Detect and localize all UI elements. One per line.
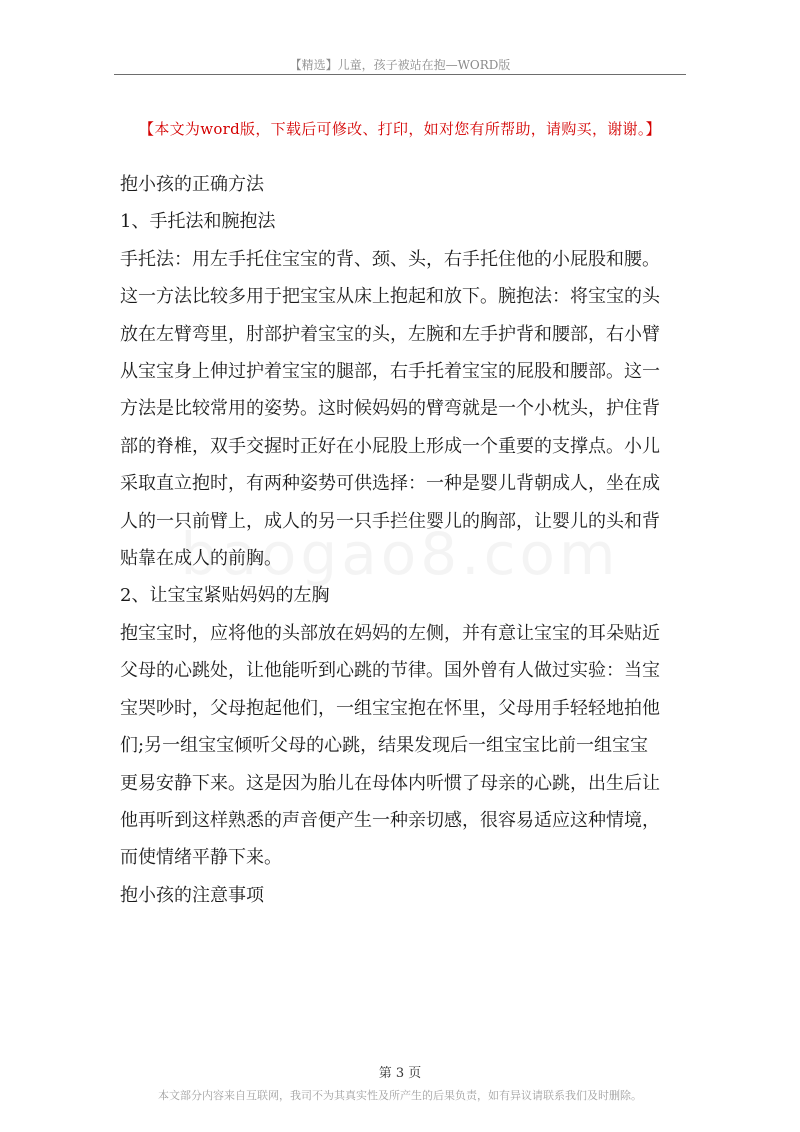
body-line: 父母的心跳处，让他能听到心跳的节律。国外曾有人做过实验：当宝: [120, 660, 660, 682]
body-line: 采取直立抱时，有两种姿势可供选择：一种是婴儿背朝成人，坐在成: [120, 473, 660, 495]
body-line: 部的脊椎，双手交握时正好在小屁股上形成一个重要的支撑点。小儿: [120, 435, 660, 457]
body-line: 而使情绪平静下来。: [120, 847, 282, 869]
header-divider: [114, 74, 686, 75]
body-line: 他再听到这样熟悉的声音便产生一种亲切感，很容易适应这种情境，: [120, 809, 660, 831]
download-notice: 【本文为word版，下载后可修改、打印，如对您有所帮助，请购买，谢谢。】: [139, 120, 661, 138]
footer-disclaimer: 本文部分内容来自互联网，我司不为其真实性及所产生的后果负责，如有异议请联系我们及时删除。: [158, 1089, 642, 1102]
body-line: 贴靠在成人的前胸。: [120, 548, 282, 570]
running-header: 【精选】儿童，孩子被站在抱—WORD版: [289, 58, 511, 72]
body-line: 更易安静下来。这是因为胎儿在母体内听惯了母亲的心跳，出生后让: [120, 772, 660, 794]
closing-heading: 抱小孩的注意事项: [120, 884, 264, 906]
page-number: 第 3 页: [378, 1066, 422, 1081]
section-heading-2: 2、让宝宝紧贴妈妈的左胸: [120, 585, 330, 607]
body-line: 方法是比较常用的姿势。这时候妈妈的臂弯就是一个小枕头，护住背: [120, 398, 660, 420]
body-line: 从宝宝身上伸过护着宝宝的腿部，右手托着宝宝的屁股和腰部。这一: [120, 361, 660, 383]
document-title: 抱小孩的正确方法: [120, 174, 264, 195]
body-line: 人的一只前臂上，成人的另一只手拦住婴儿的胸部，让婴儿的头和背: [120, 510, 660, 532]
body-line: 手托法：用左手托住宝宝的背、颈、头，右手托住他的小屁股和腰。: [120, 248, 660, 270]
body-line: 放在左臂弯里，肘部护着宝宝的头，左腕和左手护背和腰部，右小臂: [120, 323, 660, 345]
body-line: 们;另一组宝宝倾听父母的心跳，结果发现后一组宝宝比前一组宝宝: [120, 735, 649, 757]
section-heading-1: 1、手托法和腕抱法: [120, 211, 276, 233]
body-line: 这一方法比较多用于把宝宝从床上抱起和放下。腕抱法：将宝宝的头: [120, 286, 660, 308]
document-body: [120, 166, 688, 914]
body-line: 宝哭吵时，父母抱起他们，一组宝宝抱在怀里，父母用手轻轻地拍他: [120, 697, 660, 719]
body-line: 抱宝宝时，应将他的头部放在妈妈的左侧，并有意让宝宝的耳朵贴近: [120, 622, 660, 644]
